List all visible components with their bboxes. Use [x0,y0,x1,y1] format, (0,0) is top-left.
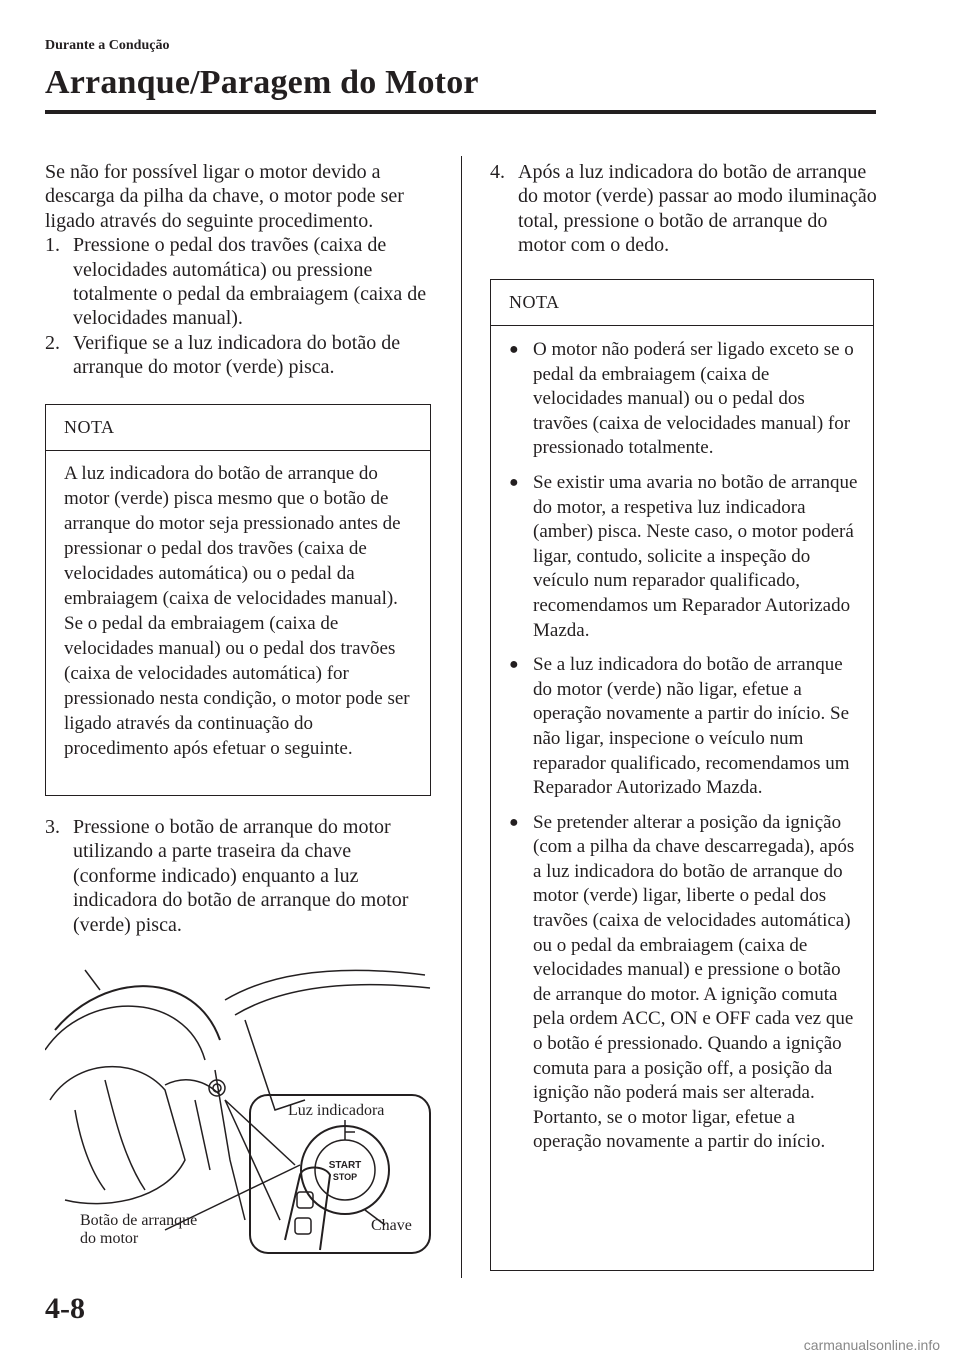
note-text: A luz indicadora do botão de arranque do motor (verde) pisca mesmo que o botão de arranque do motor seja pressionado antes de pressionar o pedal dos travões (caixa de velocidades automática) ou o pedal da embraiagem (caixa de velocidades manual). Se o pedal da embraiagem (caixa de velocidades manual) ou o pedal dos travões (caixa de velocidades automática) for pressionado nesta condição, o motor pode ser ligado através da continuação do procedimento após efetuar o seguinte. [64,463,410,759]
note-box-left [45,404,431,796]
dashboard-figure [45,960,435,1260]
left-column [45,160,435,380]
step-text: Verifique se a luz indicadora do botão de arranque do motor (verde) pisca. [73,331,401,379]
step-3-row [45,815,435,937]
bullet-icon: ● [509,473,519,491]
note-bullet [509,338,859,461]
note-heading: NOTA [46,405,430,451]
column-divider [461,156,462,1278]
note-bullet [509,811,859,1155]
bullet-text: Se existir uma avaria no botão de arranque do motor, a respetiva luz indicadora (amber) pisca. Neste caso, o motor poderá ligar, contudo, solicite a inspeção do veículo num reparador qualificado, recomendamos um Reparador Autorizado Mazda. [533,471,858,641]
bullet-icon: ● [509,341,519,358]
bullet-text: Se a luz indicadora do botão de arranque do motor (verde) não ligar, efetue a operação novamente a partir do início. Se não ligar, inspecione o veículo num reparador qualificado, recomendamos um Reparador Autorizado Mazda. [533,654,850,799]
step-1 [45,233,435,331]
label-key: Chave [371,1217,412,1234]
note-bullets [491,326,873,1177]
note-bullet [509,653,859,801]
page-title: Arranque/Paragem do Motor [45,64,479,101]
bullet-text: O motor não poderá ser ligado exceto se o pedal da embraiagem (caixa de velocidades manual) ou o pedal dos travões (caixa de velocidades manual) for pressionado totalmente. [533,339,854,459]
title-rule [45,110,876,114]
note-heading: NOTA [491,280,873,326]
section-label: Durante a Condução [45,38,170,53]
bullet-text: Se pretender alterar a posição da ignição (com a pilha da chave descarregada), após a luz indicadora do botão de arranque do motor (verde) ligar, liberte o pedal dos travões (caixa de velocidades automática) ou o pedal da embraiagem (caixa de velocidades manual) e pressione o botão de arranque do motor. A ignição comuta pela ordem ACC, ON e OFF cada vez que o botão é pressionado. Quando a ignição comuta para a posição off, a posição da ignição não poderá mais ser alterada. Portanto, se o motor ligar, efetue a operação novamente a partir do início. [533,811,855,1153]
step-3 [45,815,435,937]
stop-label: STOP [332,1172,358,1182]
note-bullet [509,471,859,643]
label-start-button-2: do motor [80,1230,139,1247]
step-2 [45,331,435,380]
step-number: 3. [45,816,60,838]
step-text: Pressione o botão de arranque do motor utilizando a parte traseira da chave (conforme indicado) enquanto a luz indicadora do botão de arranque do motor (verde) pisca. [73,816,409,936]
start-label: START [328,1160,362,1171]
label-indicator-light: Luz indicadora [288,1102,385,1119]
step-text: Após a luz indicadora do botão de arranque do motor (verde) passar ao modo iluminação total, pressione o botão de arranque do motor com o dedo. [518,161,877,257]
label-start-button-1: Botão de arranque [80,1212,198,1229]
note-box-right [490,279,874,1271]
bullet-icon: ● [509,656,519,674]
step-text: Pressione o pedal dos travões (caixa de velocidades automática) ou pressione totalmente o pedal da embraiagem (caixa de velocidades manual). [73,234,427,330]
step-4 [490,160,880,258]
footer-watermark: carmanualsonline.info [803,1337,940,1353]
right-column [490,160,880,258]
dashboard-illustration [45,960,435,1260]
step-number: 2. [45,331,60,354]
step-number: 1. [45,234,60,257]
step-number: 4. [490,161,505,183]
page-number: 4-8 [45,1292,85,1325]
intro-paragraph: Se não for possível ligar o motor devido a descarga da pilha da chave, o motor pode ser ligado através do seguinte procedimento. [45,161,404,232]
bullet-icon: ● [509,813,519,831]
